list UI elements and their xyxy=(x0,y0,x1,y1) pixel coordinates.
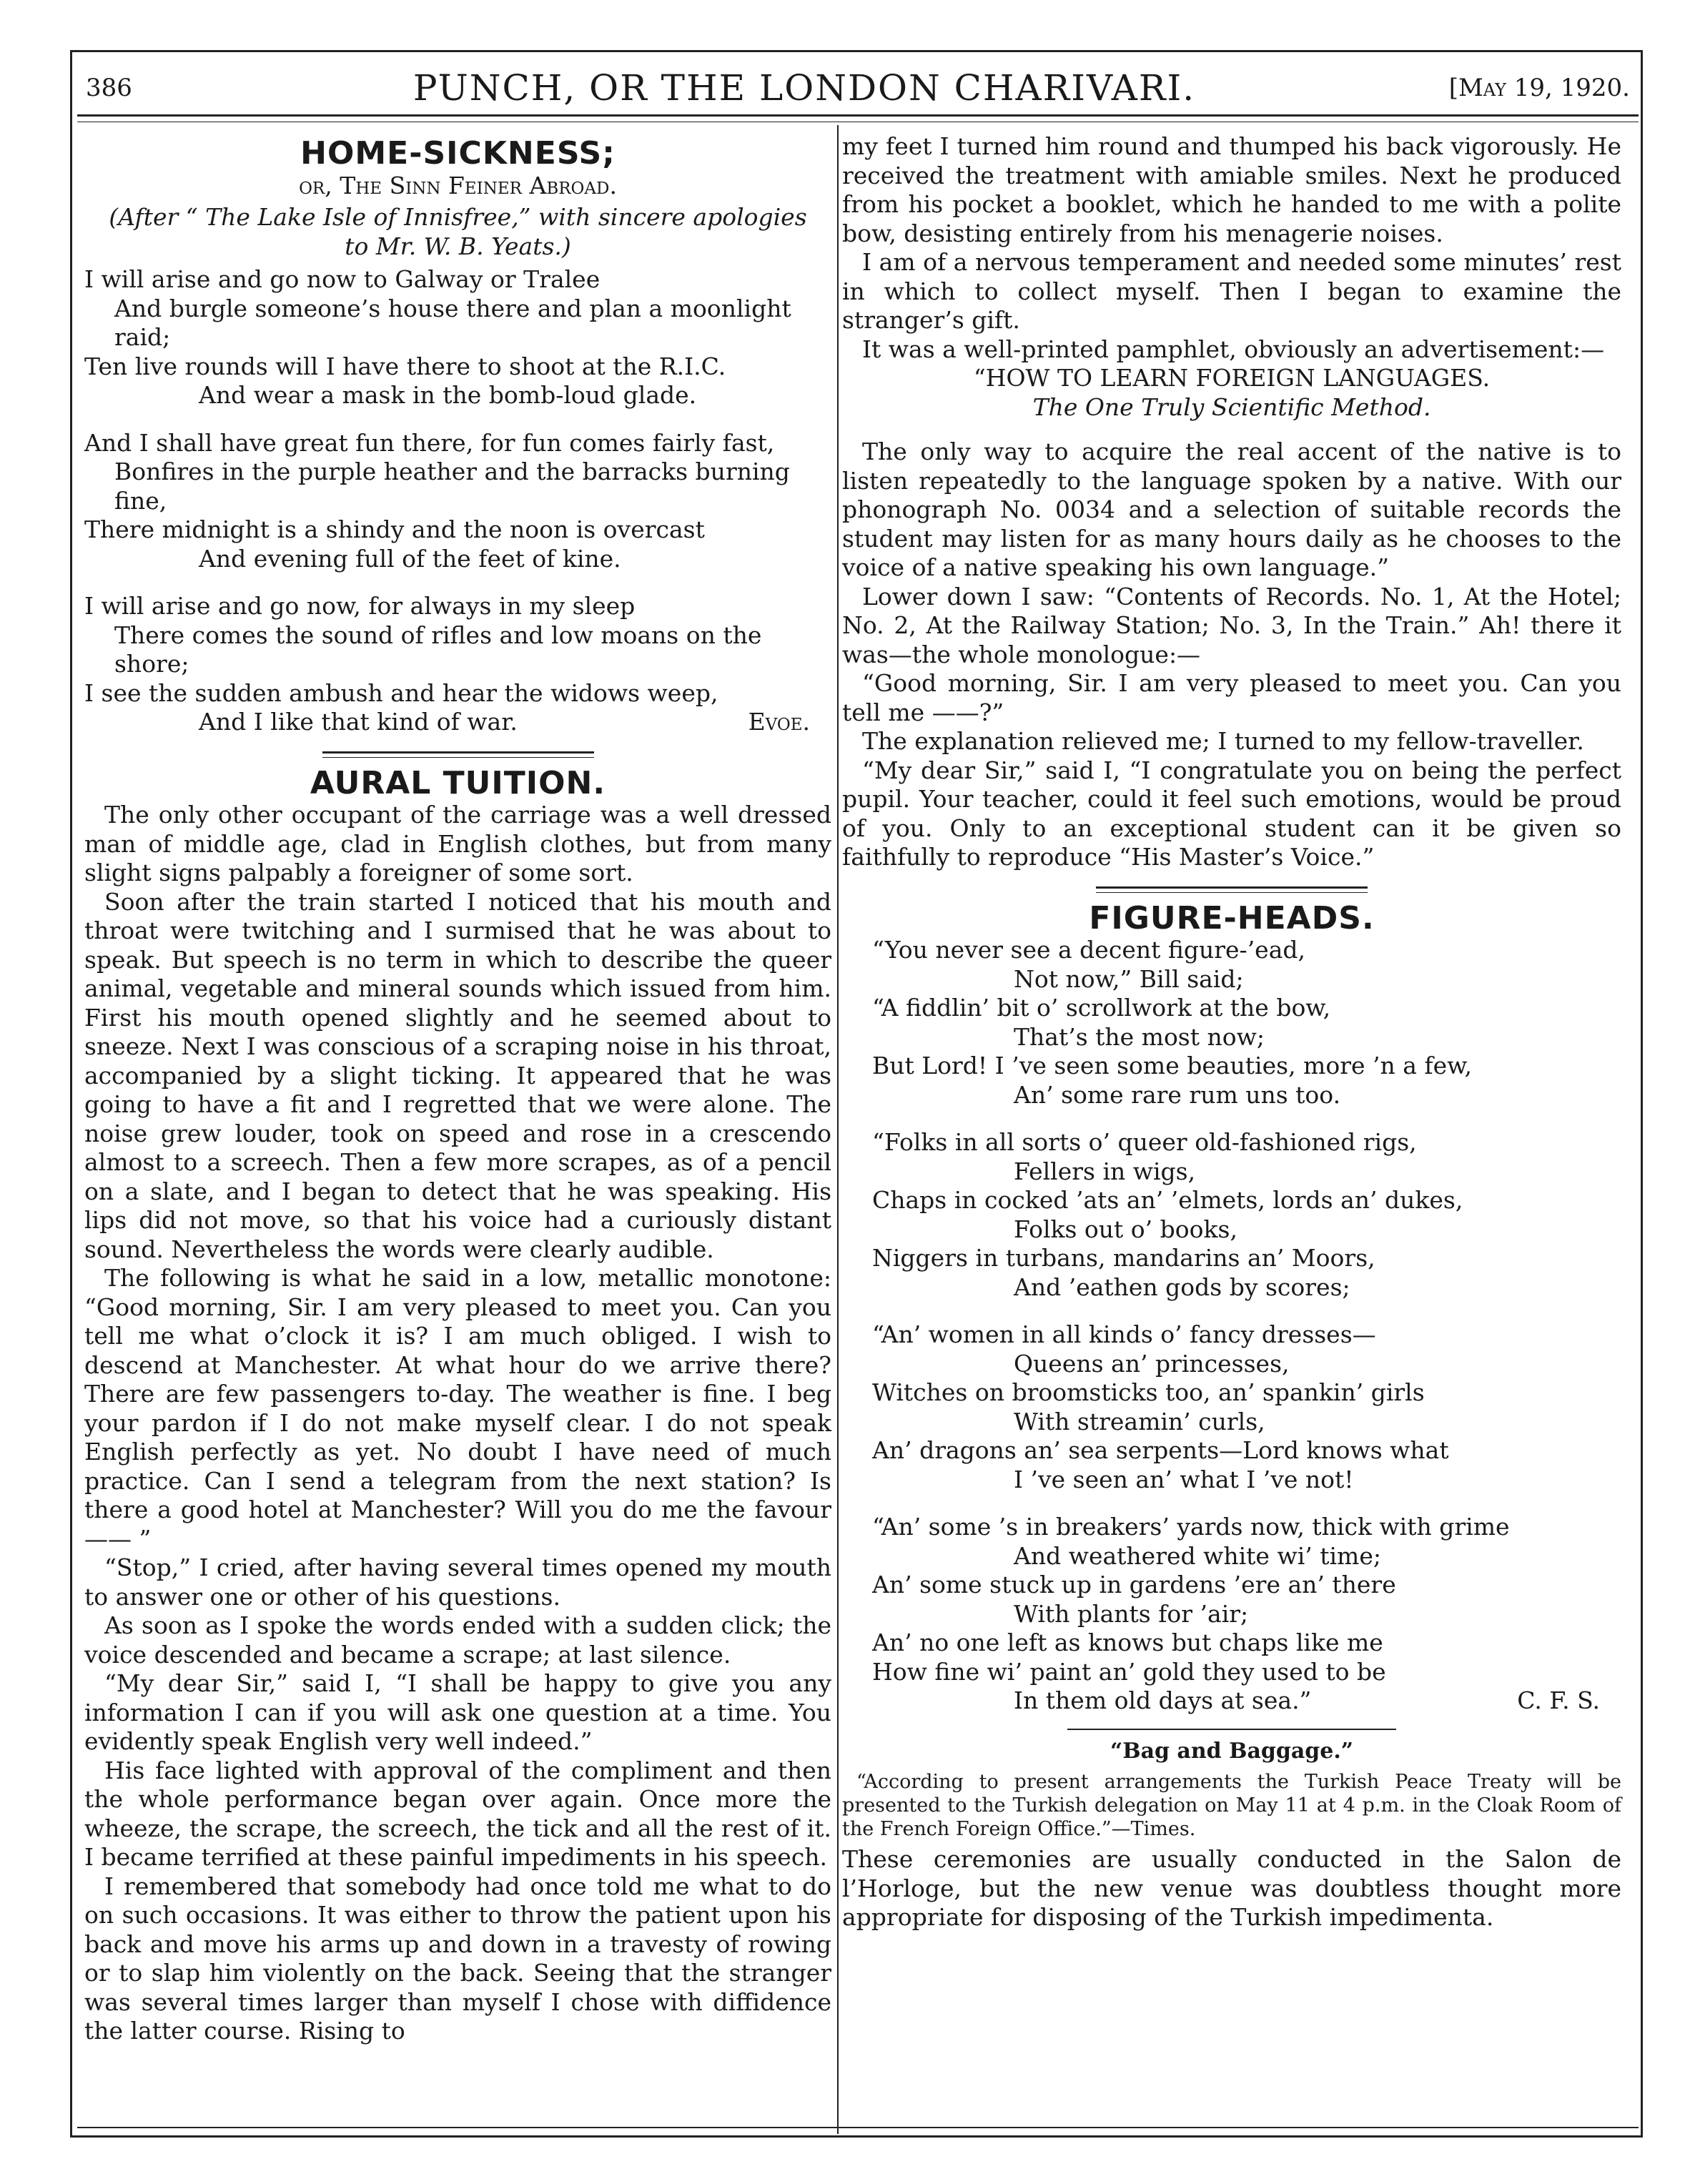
verse-line: Fellers in wigs, xyxy=(1014,1157,1196,1185)
poem-title: HOME-SICKNESS; xyxy=(300,135,616,172)
article-paragraph: The explanation relieved me; I turned to my fellow-traveller. xyxy=(862,727,1584,755)
verse-line: “A fiddlin’ bit o’ scrollwork at the bow, xyxy=(872,994,1331,1022)
section-divider xyxy=(1096,886,1368,893)
article-paragraph: Soon after the train started I noticed that his mouth and throat were twitching and I surmised that he was about to speak. But speech is no term in which to describe the queer animal, vegetable and mineral sounds which issued from him. First his mouth opened slightly and he seemed about to sneeze. Next I was conscious of a scraping noise in his throat, accompanied by a slight ticking. It appeared that he was going to have a fit and I regretted that we were alone. The noise grew louder, took on speed and rose in a crescendo almost to a screech. Then a few more scrapes, as of a pencil on a slate, and I began to detect that he was speaking. His lips did not move, so that his voice had a curiously distant sound. Nevertheless the words were clearly audible. xyxy=(84,887,831,1263)
article-paragraph: The only way to acquire the real accent of the native is to listen repeatedly to the language spoken by a native. With our phonograph No. 0034 and a selection of suitable records the student may listen for as many hours daily as he chooses to the voice of a native speaking his own language.” xyxy=(842,438,1621,581)
right-column xyxy=(842,132,1621,1932)
verse-line: “An’ some ’s in breakers’ yards now, thick with grime xyxy=(872,1513,1510,1541)
verse-line: And I like that kind of war. xyxy=(199,708,518,736)
article-paragraph: “Good morning, Sir. I am very pleased to meet you. Can you tell me ——?” xyxy=(842,669,1621,726)
pamphlet-subtitle: The One Truly Scientific Method. xyxy=(1032,392,1431,421)
verse-signature-line xyxy=(842,1686,1621,1716)
verse-line: And weathered white wi’ time; xyxy=(1014,1541,1381,1570)
article-paragraph: His face lighted with approval of the compliment and then the whole performance began over again. Once more the wheeze, the scrape, the screech, the tick and all the rest of it. I became terrified at these painful impediments in his speech. xyxy=(84,1756,831,1871)
article-paragraph: It was a well-printed pamphlet, obviously an advertisement:— xyxy=(862,335,1605,363)
poem-stanza xyxy=(842,1513,1621,1716)
left-column xyxy=(84,132,831,2046)
poem-stanza xyxy=(842,936,1621,1110)
verse-line: Bonfires in the purple heather and the barracks burning xyxy=(114,458,790,485)
article-paragraph: The only other occupant of the carriage was a well dressed man of middle age, clad in English clothes, but from many slight signs palpably a foreigner of some sort. xyxy=(84,801,831,886)
verse-line: That’s the most now; xyxy=(1014,1022,1265,1051)
verse-line: But Lord! I ’ve seen some beauties, more ’n a few, xyxy=(872,1052,1472,1079)
footer-rule xyxy=(77,2127,1639,2128)
verse-line: With streamin’ curls, xyxy=(1014,1407,1265,1436)
masthead: PUNCH, OR THE LONDON CHARIVARI. xyxy=(412,67,1196,109)
snippet-title: “Bag and Baggage.” xyxy=(1110,1738,1354,1764)
poem-stanza xyxy=(842,1128,1621,1302)
verse-line: I see the sudden ambush and hear the widows weep, xyxy=(84,678,718,707)
poem-stanza xyxy=(84,429,831,574)
verse-signature-line xyxy=(84,708,831,737)
snippet-quote: “According to present arrangements the Turkish Peace Treaty will be presented to the Turkish delegation on May 11 at 4 p.m. in the Cloak Room of the French Foreign Office.”—Times. xyxy=(842,1771,1621,1840)
poem-stanza xyxy=(842,1320,1621,1494)
verse-line: Queens an’ princesses, xyxy=(1014,1349,1290,1378)
verse-line: And wear a mask in the bomb-loud glade. xyxy=(199,381,697,409)
verse-line: And evening full of the feet of kine. xyxy=(199,544,621,573)
verse-line: shore; xyxy=(114,650,189,678)
verse-line: Ten live rounds will I have there to shoot at the R.I.C. xyxy=(84,352,726,380)
article-paragraph: Lower down I saw: “Contents of Records. No. 1, At the Hotel; No. 2, At the Railway Station; No. 3, In the Train.” Ah! there it was—the whole monologue:— xyxy=(842,582,1621,668)
verse-line: Chaps in cocked ’ats an’ ’elmets, lords an’ dukes, xyxy=(872,1186,1463,1214)
epigraph-line: (After “ The Lake Isle of Innisfree,” with sincere apologies xyxy=(109,203,807,231)
verse-line: With plants for ’air; xyxy=(1014,1599,1249,1628)
article-paragraph: “My dear Sir,” said I, “I congratulate you on being the perfect pupil. Your teacher, could it feel such emotions, would be proud of you. Only to an exceptional student can it be given so faithfully to reproduce “His Master’s Voice.” xyxy=(842,756,1621,871)
poem-epigraph xyxy=(84,203,831,261)
verse-line: “An’ women in all kinds o’ fancy dresses— xyxy=(872,1320,1376,1348)
verse-line: An’ dragons an’ sea serpents—Lord knows what xyxy=(872,1436,1449,1464)
verse-line: I will arise and go now, for always in my sleep xyxy=(84,592,636,620)
section-divider xyxy=(322,751,594,758)
page-number: 386 xyxy=(86,74,132,102)
article-paragraph: I am of a nervous temperament and needed some minutes’ rest in which to collect myself. Then I began to examine the stranger’s gift. xyxy=(842,248,1621,334)
pamphlet-title: “HOW TO LEARN FOREIGN LANGUAGES. xyxy=(973,364,1491,392)
verse-line: “Folks in all sorts o’ queer old-fashioned rigs, xyxy=(872,1128,1417,1156)
verse-line: I ’ve seen an’ what I ’ve not! xyxy=(1014,1465,1354,1493)
poem-stanza xyxy=(84,265,831,410)
verse-line: raid; xyxy=(114,323,171,351)
verse-line: Folks out o’ books, xyxy=(1014,1215,1237,1243)
verse-line: An’ some rare rum uns too. xyxy=(1014,1080,1341,1109)
verse-line: There midnight is a shindy and the noon is overcast xyxy=(84,515,705,543)
article-paragraph: I remembered that somebody had once told me what to do on such occasions. It was either to throw the patient upon his back and move his arms up and down in a travesty of rowing or to slap him violently on the back. Seeing that the stranger was several times larger than myself I chose with diffidence the latter course. Rising to xyxy=(84,1872,831,2045)
verse-line: Niggers in turbans, mandarins an’ Moors, xyxy=(872,1244,1375,1272)
epigraph-line: to Mr. W. B. Yeats.) xyxy=(345,232,571,260)
verse-line: “You never see a decent figure-’ead, xyxy=(872,936,1306,964)
verse-line: And burgle someone’s house there and plan a moonlight xyxy=(114,294,791,322)
column-divider xyxy=(837,125,839,2134)
verse-line: fine, xyxy=(114,486,167,515)
poem-title: FIGURE-HEADS. xyxy=(1089,899,1375,937)
verse-line: There comes the sound of rifles and low moans on the xyxy=(114,621,762,649)
verse-line: An’ no one left as knows but chaps like me xyxy=(872,1629,1383,1656)
verse-line: How fine wi’ paint an’ gold they used to be xyxy=(872,1657,1386,1686)
article-paragraph: my feet I turned him round and thumped his back vigorously. He received the treatment with amiable smiles. Next he produced from his pocket a booklet, which he handed to me with a polite bow, desisting entirely from his menagerie noises. xyxy=(842,132,1621,247)
article-paragraph: As soon as I spoke the words ended with a sudden click; the voice descended and became a scrape; at last silence. xyxy=(84,1611,831,1669)
article-paragraph: “My dear Sir,” said I, “I shall be happy to give you any information I can if you will ask one question at a time. You evidently speak English very well indeed.” xyxy=(84,1669,831,1755)
issue-date: [May 19, 1920. xyxy=(1448,74,1630,102)
verse-line: An’ some stuck up in gardens ’ere an’ there xyxy=(872,1571,1396,1599)
article-paragraph: The following is what he said in a low, metallic monotone: “Good morning, Sir. I am very pleased to meet you. Can you tell me what o’clock it is? I am much obliged. I wish to descend at Manchester. At what hour do we arrive there? There are few passengers to-day. The weather is fine. I beg your pardon if I do not make myself clear. I do not speak English perfectly as yet. No doubt I have need of much practice. Can I send a telegram from the next station? Is there a good hotel at Manchester? Will you do me the favour—— ” xyxy=(84,1264,831,1553)
verse-line: In them old days at sea.” xyxy=(1014,1686,1312,1714)
header-rule xyxy=(77,114,1639,117)
poem-subtitle: or, The Sinn Feiner Abroad. xyxy=(299,171,617,199)
verse-line: I will arise and go now to Galway or Tralee xyxy=(84,265,601,293)
author-signature: C. F. S. xyxy=(1517,1686,1600,1714)
article-paragraph: “Stop,” I cried, after having several times opened my mouth to answer one or other of his questions. xyxy=(84,1553,831,1611)
verse-line: Not now,” Bill said; xyxy=(1014,964,1244,993)
article-title: AURAL TUITION. xyxy=(310,764,606,801)
verse-line: And ’eathen gods by scores; xyxy=(1014,1273,1350,1301)
author-signature: Evoe. xyxy=(748,708,810,736)
page-header xyxy=(86,60,1630,116)
verse-line: Witches on broomsticks too, an’ spankin’ girls xyxy=(872,1378,1425,1406)
poem-stanza xyxy=(84,592,831,737)
section-divider xyxy=(1067,1729,1396,1730)
snippet-comment: These ceremonies are usually conducted in the Salon de l’Horloge, but the new venue was doubtless thought more appropriate for disposing of the Turkish impedimenta. xyxy=(842,1845,1621,1931)
verse-line: And I shall have great fun there, for fun comes fairly fast, xyxy=(84,428,775,457)
